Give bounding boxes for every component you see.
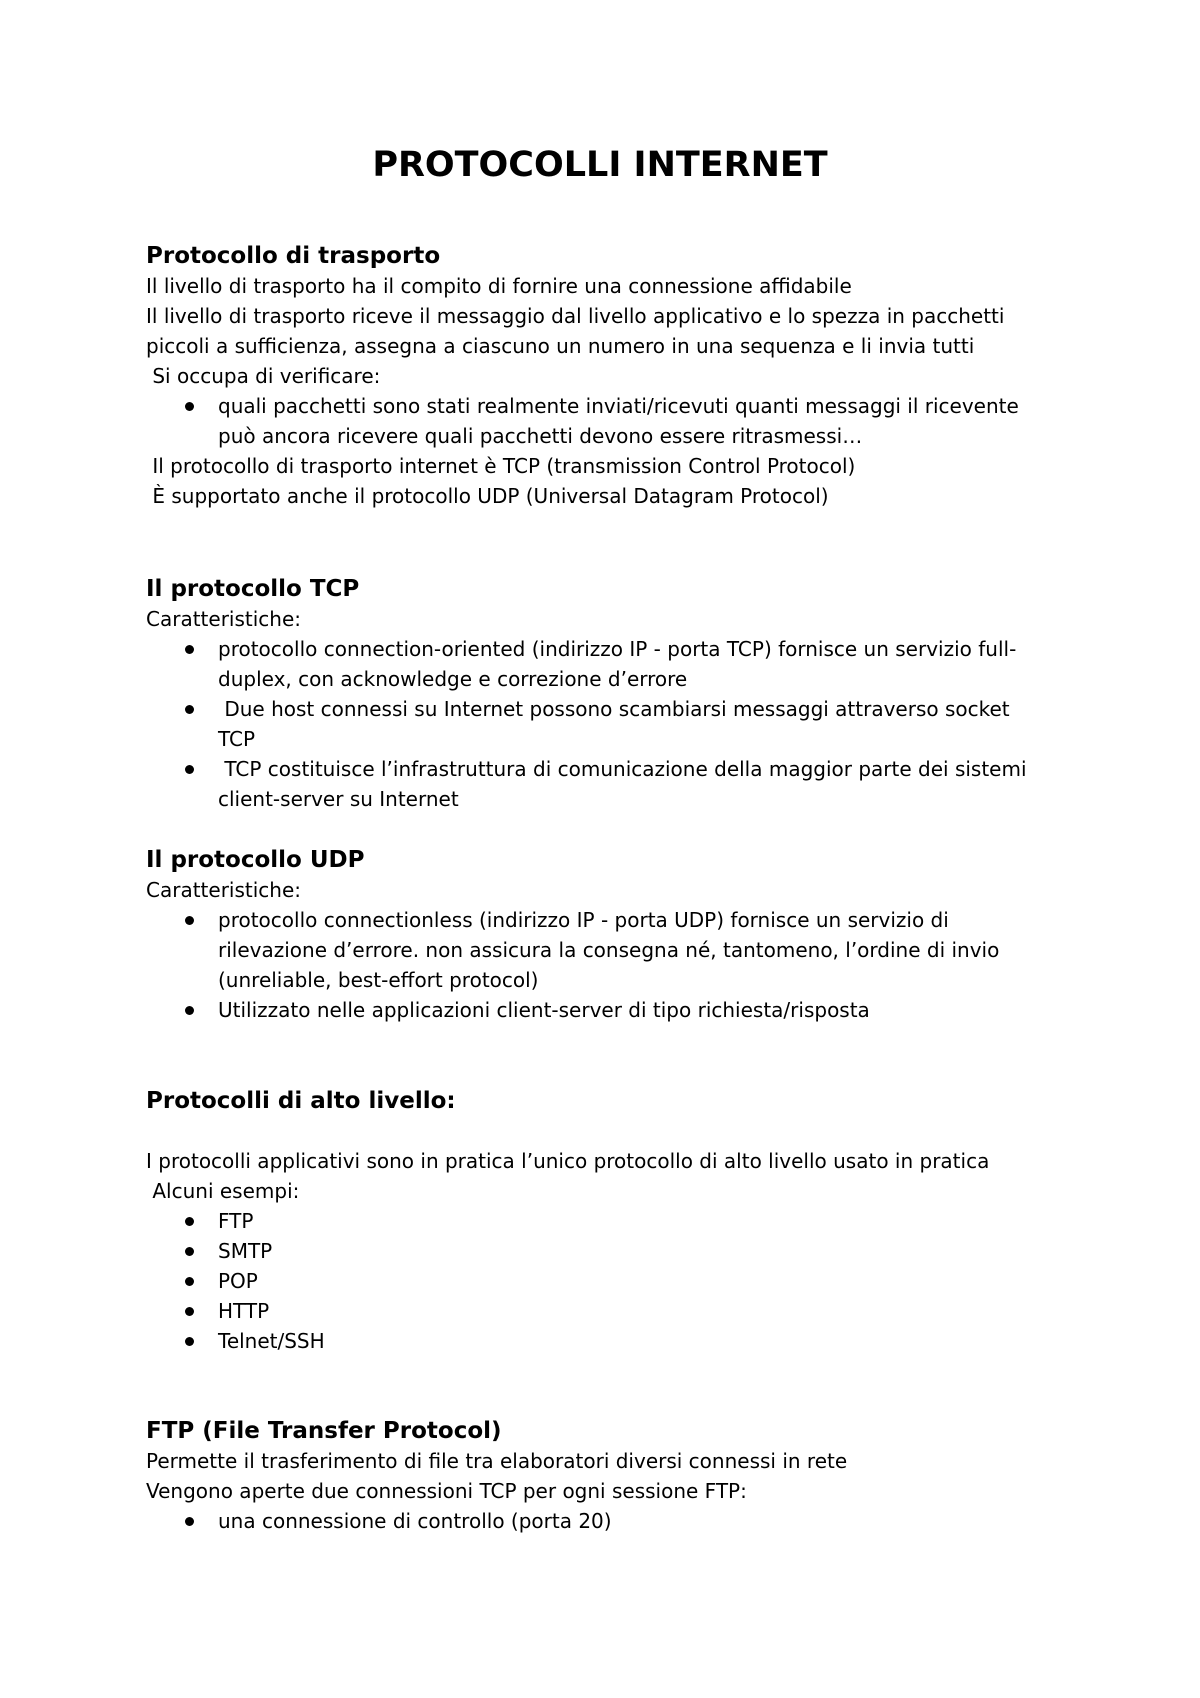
list-item-text: Utilizzato nelle applicazioni client-server di tipo richiesta/risposta xyxy=(218,998,870,1022)
bullet-list xyxy=(146,1206,1076,1356)
list-item-text: POP xyxy=(218,1269,258,1293)
section-heading: Protocolli di alto livello: xyxy=(146,1088,456,1114)
section-high-level xyxy=(146,1086,1076,1356)
bullet-icon xyxy=(185,1277,194,1286)
bullet-icon xyxy=(185,705,194,714)
bullet-list xyxy=(146,634,1076,814)
section-transport xyxy=(146,241,1076,511)
bullet-icon xyxy=(185,765,194,774)
paragraph: Si occupa di verificare: xyxy=(146,364,381,388)
list-item xyxy=(146,694,1048,754)
bullet-icon xyxy=(185,402,194,411)
list-item xyxy=(146,1326,1076,1356)
section-heading: FTP (File Transfer Protocol) xyxy=(146,1418,502,1444)
paragraph: Caratteristiche: xyxy=(146,607,301,631)
list-item-text: protocollo connectionless (indirizzo IP - porta UDP) fornisce un servizio di rilevazione d’errore. non assicura la consegna né, tantomeno, l’ordine di invio (unreliable, best-effort protocol) xyxy=(218,908,1006,992)
section-ftp xyxy=(146,1416,1076,1536)
list-item xyxy=(146,995,1058,1025)
paragraph: È supportato anche il protocollo UDP (Universal Datagram Protocol) xyxy=(146,484,829,508)
paragraph: Vengono aperte due connessioni TCP per ogni sessione FTP: xyxy=(146,1479,747,1503)
bullet-list xyxy=(146,1506,1076,1536)
bullet-list xyxy=(146,905,1076,1025)
paragraph: Permette il trasferimento di file tra elaboratori diversi connessi in rete xyxy=(146,1449,848,1473)
section-tcp xyxy=(146,574,1076,814)
paragraph: Il protocollo di trasporto internet è TCP (transmission Control Protocol) xyxy=(146,454,856,478)
page-title: PROTOCOLLI INTERNET xyxy=(372,145,828,185)
list-item xyxy=(146,1506,1076,1536)
bullet-icon xyxy=(185,1337,194,1346)
list-item xyxy=(146,1296,1076,1326)
list-item xyxy=(146,1206,1076,1236)
bullet-icon xyxy=(185,1307,194,1316)
list-item xyxy=(146,1266,1076,1296)
list-item xyxy=(146,1236,1076,1266)
paragraph: Il livello di trasporto riceve il messaggio dal livello applicativo e lo spezza in pacchetti piccoli a sufficienza, assegna a ciascuno un numero in una sequenza e li invia tutti xyxy=(146,304,1011,358)
list-item-text: HTTP xyxy=(218,1299,270,1323)
section-heading: Protocollo di trasporto xyxy=(146,243,441,269)
list-item xyxy=(146,391,1048,451)
list-item-text: quali pacchetti sono stati realmente inviati/ricevuti quanti messaggi il ricevente può ancora ricevere quali pacchetti devono essere ritrasmessi… xyxy=(218,394,1026,448)
list-item-text: Telnet/SSH xyxy=(218,1329,325,1353)
bullet-icon xyxy=(185,1006,194,1015)
paragraph: Caratteristiche: xyxy=(146,878,301,902)
list-item xyxy=(146,754,1048,814)
paragraph: Alcuni esempi: xyxy=(146,1179,300,1203)
list-item xyxy=(146,905,1058,995)
bullet-icon xyxy=(185,1247,194,1256)
list-item-text: Due host connessi su Internet possono scambiarsi messaggi attraverso socket TCP xyxy=(218,697,1017,751)
list-item-text: TCP costituisce l’infrastruttura di comunicazione della maggior parte dei sistemi client-server su Internet xyxy=(218,757,1033,811)
bullet-icon xyxy=(185,1217,194,1226)
list-item-text: SMTP xyxy=(218,1239,273,1263)
bullet-list xyxy=(146,391,1076,451)
list-item xyxy=(146,634,1068,694)
section-heading: Il protocollo TCP xyxy=(146,576,360,602)
bullet-icon xyxy=(185,1517,194,1526)
paragraph: I protocolli applicativi sono in pratica l’unico protocollo di alto livello usato in pratica xyxy=(146,1149,990,1173)
bullet-icon xyxy=(185,916,194,925)
list-item-text: una connessione di controllo (porta 20) xyxy=(218,1509,612,1533)
list-item-text: protocollo connection-oriented (indirizzo IP - porta TCP) fornisce un servizio full-duplex, con acknowledge e correzione d’errore xyxy=(218,637,1017,691)
bullet-icon xyxy=(185,645,194,654)
section-heading: Il protocollo UDP xyxy=(146,847,365,873)
list-item-text: FTP xyxy=(218,1209,254,1233)
paragraph: Il livello di trasporto ha il compito di fornire una connessione affidabile xyxy=(146,274,852,298)
section-udp xyxy=(146,845,1076,1025)
